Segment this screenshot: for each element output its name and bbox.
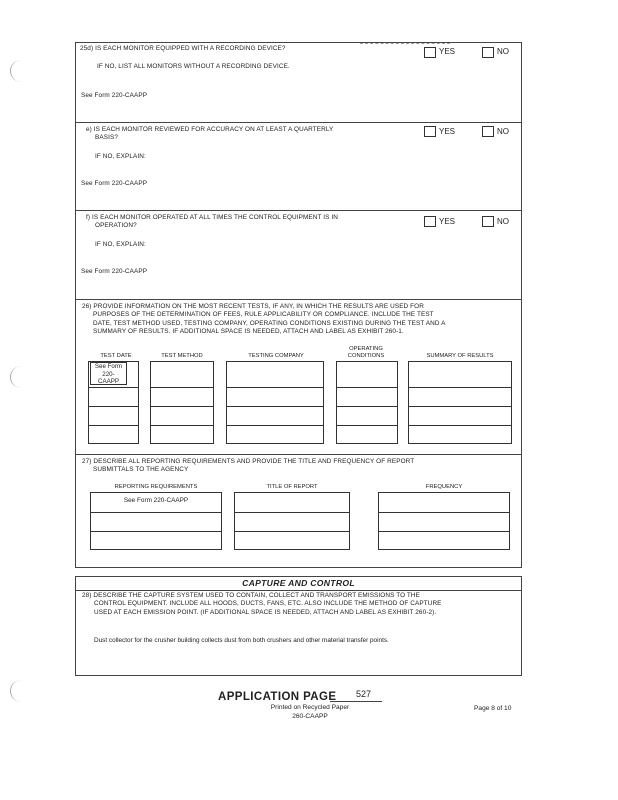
q25e-no-checkbox[interactable] <box>482 126 494 137</box>
form-id: 260-CAAPP <box>292 713 328 720</box>
capture-heading: CAPTURE AND CONTROL <box>242 578 355 588</box>
q25d-answer: See Form 220-CAAPP <box>81 92 148 99</box>
q25d-no-label: NO <box>497 47 509 56</box>
col-operating-conditions: OPERATING CONDITIONS <box>347 346 385 359</box>
col-test-method: TEST METHOD <box>161 353 203 359</box>
q25e-yes-label: YES <box>439 127 456 136</box>
q25e-followup: IF NO, EXPLAIN: <box>95 153 146 160</box>
testing-company-column[interactable] <box>226 361 324 444</box>
title-of-report-column[interactable] <box>234 492 350 550</box>
col-test-date: TEST DATE <box>100 353 132 359</box>
question-28: 28) DESCRIBE THE CAPTURE SYSTEM USED TO CONTAIN, COLLECT AND TRANSPORT EMISSIONS TO THE CONTROL EQUIPMENT. INCLUDE ALL HOODS, DUCTS, FANS, ETC. ALSO INCLUDE THE METHOD OF CAPTURE USED AT EACH EMISSION POINT. (IF ADDITIONAL SPACE IS NEEDED, ATTACH AND LABEL AS EXHIBIT 260-2). <box>82 592 442 616</box>
q28-answer: Dust collector for the crusher building collects dust from both crushers and other material transfer points. <box>94 637 389 644</box>
q25f-no-checkbox[interactable] <box>482 216 494 227</box>
question-25d: 25d) IS EACH MONITOR EQUIPPED WITH A RECORDING DEVICE? <box>80 45 286 52</box>
divider <box>75 122 522 123</box>
form-section-capture <box>75 576 522 676</box>
summary-of-results-column[interactable] <box>408 361 512 444</box>
divider <box>75 299 522 300</box>
q25d-yes-label: YES <box>439 47 456 56</box>
q25f-no-label: NO <box>497 217 509 226</box>
frequency-column[interactable] <box>378 492 510 550</box>
q25d-yes-checkbox[interactable] <box>424 47 436 58</box>
q25f-yes-label: YES <box>439 217 456 226</box>
col-frequency: FREQUENCY <box>425 484 463 490</box>
binder-hole-mark <box>10 680 25 702</box>
question-25e: e) IS EACH MONITOR REVIEWED FOR ACCURACY ON AT LEAST A QUARTERLY BASIS? <box>86 126 334 142</box>
q25e-no-label: NO <box>497 127 509 136</box>
divider <box>75 590 522 591</box>
divider <box>75 210 522 211</box>
q25e-answer: See Form 220-CAAPP <box>81 180 148 187</box>
q25d-followup: IF NO, LIST ALL MONITORS WITHOUT A RECORDING DEVICE. <box>97 63 290 70</box>
q25d-no-checkbox[interactable] <box>482 47 494 58</box>
q25f-followup: IF NO, EXPLAIN: <box>95 241 146 248</box>
page-of: Page 8 of 10 <box>474 705 512 712</box>
test-date-cell-text: See Form 220- CAAPP <box>94 363 123 386</box>
col-title-of-report: TITLE OF REPORT <box>266 484 318 490</box>
reporting-requirements-cell-text: See Form 220-CAAPP <box>123 497 189 504</box>
divider <box>75 454 522 455</box>
test-method-column[interactable] <box>150 361 214 444</box>
application-page-label: APPLICATION PAGE <box>218 691 337 703</box>
page-number-underline <box>330 701 382 702</box>
printed-on-recycled-paper: Printed on Recycled Paper <box>270 704 350 711</box>
question-26: 26) PROVIDE INFORMATION ON THE MOST RECENT TESTS, IF ANY, IN WHICH THE RESULTS ARE USED FOR PURPOSES OF THE DETERMINATION OF FEES, RULE APPLICABILITY OR COMPLIANCE. INCLUDE THE TEST DATE, TEST METHOD USED, TESTING COMPANY, OPERATING CONDITIONS EXISTING DURING THE TEST AND A SUMMARY OF RESULTS. IF ADDITIONAL SPACE IS NEEDED, ATTACH AND LABEL AS EXHIBIT 260-1. <box>82 303 446 336</box>
binder-hole-mark <box>10 366 25 388</box>
col-summary-of-results: SUMMARY OF RESULTS <box>426 353 494 359</box>
q25e-yes-checkbox[interactable] <box>424 126 436 137</box>
application-page-number: 527 <box>356 689 372 699</box>
q25f-answer: See Form 220-CAAPP <box>81 268 148 275</box>
question-27: 27) DESCRIBE ALL REPORTING REQUIREMENTS AND PROVIDE THE TITLE AND FREQUENCY OF REPORT SUBMITTALS TO THE AGENCY <box>82 458 415 474</box>
question-25f: f) IS EACH MONITOR OPERATED AT ALL TIMES THE CONTROL EQUIPMENT IS IN OPERATION? <box>86 214 338 230</box>
col-reporting-requirements: REPORTING REQUIREMENTS <box>114 484 198 490</box>
q25f-yes-checkbox[interactable] <box>424 216 436 227</box>
operating-conditions-column[interactable] <box>336 361 398 444</box>
binder-hole-mark <box>10 60 25 82</box>
col-testing-company: TESTING COMPANY <box>248 353 304 359</box>
